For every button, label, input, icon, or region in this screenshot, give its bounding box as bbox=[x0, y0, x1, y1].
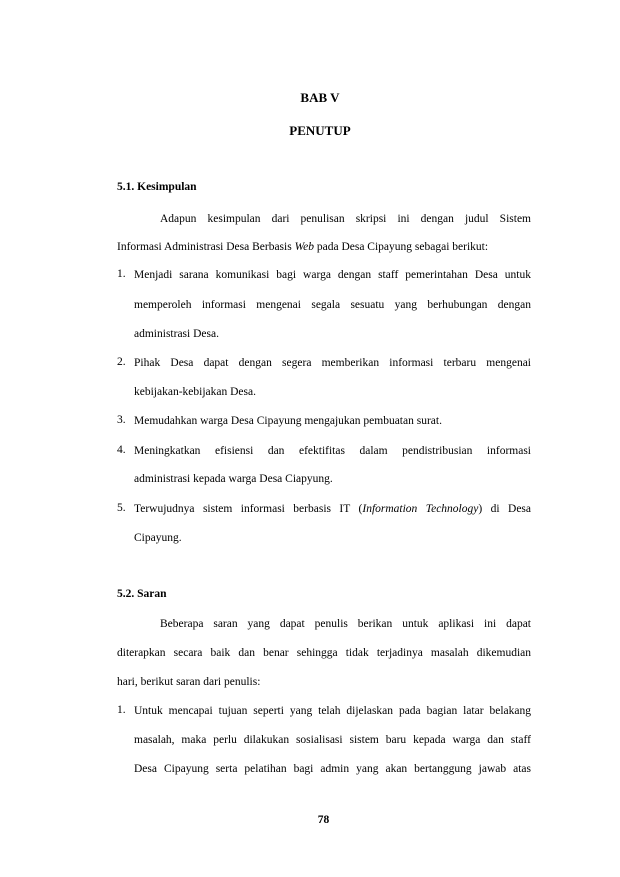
paragraph-line: Adapun kesimpulan dari penulisan skripsi ini dengan judul Sistem bbox=[160, 213, 531, 225]
list-item-line: administrasi Desa. bbox=[134, 328, 219, 340]
list-item-line: memperoleh informasi mengenai segala sesuatu yang berhubungan dengan bbox=[134, 299, 531, 311]
list-item-line: Pihak Desa dapat dengan segera memberikan informasi terbaru mengenai bbox=[134, 357, 531, 369]
chapter-label: BAB V bbox=[300, 90, 340, 105]
list-number: 1. bbox=[117, 268, 126, 280]
list-number: 2. bbox=[117, 356, 126, 368]
paragraph-line: diterapkan secara baik dan benar sehingga tidak terjadinya masalah dikemudian bbox=[117, 647, 531, 659]
list-item-line: masalah, maka perlu dilakukan sosialisasi sistem baru kepada warga dan staff bbox=[134, 734, 531, 746]
list-number: 4. bbox=[117, 444, 126, 456]
section-heading-saran: 5.2. Saran bbox=[117, 588, 167, 600]
list-item-line: Terwujudnya sistem informasi berbasis IT (Information Technology) di Desa bbox=[134, 503, 532, 515]
list-number: 1. bbox=[117, 704, 126, 716]
list-item-line: kebijakan-kebijakan Desa. bbox=[134, 386, 256, 398]
list-number: 3. bbox=[117, 414, 126, 426]
list-number: 5. bbox=[117, 502, 126, 514]
paragraph-line: Beberapa saran yang dapat penulis berikan untuk aplikasi ini dapat bbox=[160, 618, 531, 630]
section-heading-kesimpulan: 5.1. Kesimpulan bbox=[117, 181, 197, 193]
list-item-line: Desa Cipayung serta pelatihan bagi admin yang akan bertanggung jawab atas bbox=[134, 763, 531, 775]
chapter-title: PENUTUP bbox=[289, 123, 351, 138]
list-item-line: Meningkatkan efisiensi dan efektifitas dalam pendistribusian informasi bbox=[134, 445, 531, 457]
page-number: 78 bbox=[317, 814, 330, 826]
list-item-line: administrasi kepada warga Desa Ciapyung. bbox=[134, 473, 333, 485]
list-item-line: Menjadi sarana komunikasi bagi warga dengan staff pemerintahan Desa untuk bbox=[134, 269, 531, 281]
paragraph-line: Informasi Administrasi Desa Berbasis Web pada Desa Cipayung sebagai berikut: bbox=[117, 241, 489, 253]
list-item-line: Cipayung. bbox=[134, 532, 182, 544]
list-item-line: Memudahkan warga Desa Cipayung mengajukan pembuatan surat. bbox=[134, 415, 442, 427]
list-item-line: Untuk mencapai tujuan seperti yang telah dijelaskan pada bagian latar belakang bbox=[134, 705, 531, 717]
paragraph-line: hari, berikut saran dari penulis: bbox=[117, 676, 261, 688]
